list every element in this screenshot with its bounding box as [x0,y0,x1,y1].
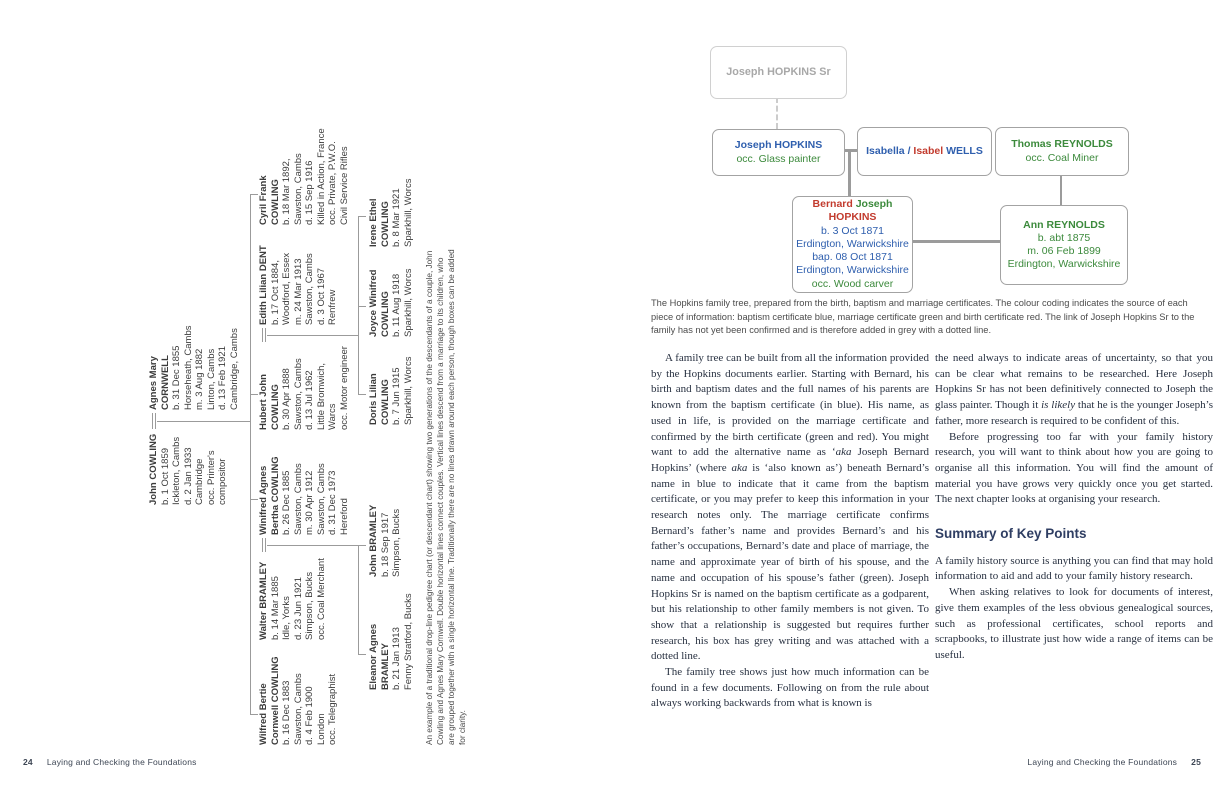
sibling-rail-bramley [358,545,359,655]
drop-line-cowling-children [267,335,358,336]
couple-line-bernard-ann [911,240,1000,243]
paragraph: the need always to indicate areas of uncertainty, so that you can be clear what remains to be researched. Here Joseph Hopkins Sr has not been definitively connected to Joseph the glass painter. Though it is likely that he is the younger Joseph’s father, more research is required to be confident of this. [935,352,1213,427]
drop-line-thomas-ann [1060,174,1062,205]
box-thomas-reynolds: Thomas REYNOLDS occ. Coal Miner [995,127,1129,176]
body-column-2 [935,351,1213,664]
paragraph: When asking relatives to look for documents of interest, give them examples of the less obvious genealogical sources, such as professional certificates, school reports and scrapbooks, to illustrate just how wide a range of items can be useful. [935,586,1213,661]
person-john-cowling: John COWLING b. 1 Oct 1859 Ickleton, Cambs d. 2 Jan 1933 Cambridge occ. Printer's compositor [148,433,228,505]
paragraph: A family history source is anything you can find that may hold information to aid and add to your family history research. [935,554,1213,583]
box-joseph-hopkins-sr: Joseph HOPKINS Sr [710,46,847,99]
tick-hubert [250,394,258,395]
paragraph: A family tree can be built from all the information provided by the Hopkins documents earlier. Starting with Bernard, his birth and baptism dates and the full names of his parents are known from the baptism certificate (in blue). His name, as used in life, is provided on the marriage certificate and confirmed by the birth certificate (green and red). You might want to add the alternative name as ‘aka Joseph Bernard Hopkins’ (where aka is ‘also known as’) beneath Bernard’s name in blue to indicate that it came from the baptism certificate, or you may prefer to keep this information in your research notes only. The marriage certificate confirms Bernard’s father’s name and provides Bernard’s and his father’s occupations, Bernard’s date and place of marriage, the name and approximate year of birth of his spouse, and the name and occupation of his spouse’s father (green). Joseph Hopkins Sr is named on the baptism certificate as a godparent, but his relationship to other family members is not given. To show that a relationship is suggested but requires further research, his box has grey writing and was attached with a dotted line. [651,352,929,663]
drop-line-gen2 [157,421,250,422]
drop-line-to-bernard [848,152,851,196]
left-running-title: Laying and Checking the Foundations [46,757,197,767]
pedigree-chart-caption: An example of a traditional drop-line pedigree chart (or descendant chart) showing two generations of the descendants of a couple, John Cowling and Agnes Mary Cornwell. Double horizontal lines connect couples. Vertical lines descend from a marriage to its children, who are grouped together with a single horizontal line. Traditionally there are no lines drawn around each person, though boxes can be added for clarity. [425,249,468,745]
person-agnes-cornwell: Agnes Mary CORNWELL b. 31 Dec 1855 Horseheath, Cambs m. 3 Aug 1882 Linton, Cambs d. 13 Feb 1921 Cambridge, Cambs [148,325,240,410]
body-column-1 [651,351,929,712]
tick-joyce [358,306,366,307]
person-eleanor-bramley: Eleanor Agnes BRAMLEY b. 21 Jan 1913 Fenny Stratford, Bucks [368,593,414,690]
hopkins-tree-caption: The Hopkins family tree, prepared from the birth, baptism and marriage certificates. The colour coding indicates the source of each piece of information: baptism certificate blue, marriage certificate green and birth certificate red. The link of Joseph Hopkins Sr to the family has not yet been confirmed and is therefore added in grey with a dotted line. [651,298,1195,335]
drop-line-bramley-children [267,545,358,546]
box-bernard-hopkins: Bernard Joseph HOPKINS b. 3 Oct 1871 Erdington, Warwickshire bap. 08 Oct 1871 Erdington, Warwickshire occ. Wood carver [792,196,913,293]
tick-doris [358,394,366,395]
paragraph: The family tree shows just how much information can be found in a few documents. Following on from the rule about always working backwards from what is known is [651,666,929,710]
person-cyril-cowling: Cyril Frank COWLING b. 18 Mar 1892, Sawston, Cambs d. 15 Sep 1916 Killed in Action, France occ. Private, P.W.O. Civil Service Rifles [258,128,350,225]
tick-eleanor [358,654,366,655]
summary-heading: Summary of Key Points [935,526,1087,542]
person-winifred-cowling: Winifred Agnes Bertha COWLING b. 26 Dec 1885 Sawston, Cambs m. 30 Apr 1912 Sawston, Cambs d. 31 Dec 1973 Hereford [258,456,350,535]
box-joseph-hopkins: Joseph HOPKINS occ. Glass painter [712,129,845,176]
person-doris-cowling: Doris Lilian COWLING b. 7 Jun 1915 Sparkhill, Worcs [368,356,414,425]
tick-john-bramley [358,545,366,546]
couple-line-hubert-edith [262,328,266,342]
right-running-title: Laying and Checking the Foundations [1027,757,1178,767]
person-wilfred-cowling: Wilfred Bertie Cornwell COWLING b. 16 Dec 1883 Sawston, Cambs d. 4 Feb 1900 London occ. Telegraphist [258,656,338,745]
right-page [611,0,1223,794]
person-hubert-cowling: Hubert John COWLING b. 30 Apr 1888 Sawston, Cambs d. 13 Jul 1962 Little Bromwich, Warcs occ. Motor engineer [258,346,350,430]
sibling-rail-gen2 [250,194,251,715]
left-page [0,0,611,794]
right-page-footer [1027,757,1201,767]
tick-cyril [250,194,258,195]
person-joyce-cowling: Joyce Winifred COWLING b. 11 Aug 1918 Sparkhill, Worcs [368,268,414,337]
couple-line-john-agnes [152,413,156,429]
box-isabella-wells: Isabella / Isabel WELLS [857,127,992,176]
cowling-pedigree-chart [140,95,470,745]
person-walter-bramley: Walter BRAMLEY b. 14 Mar 1885 Idle, Yorks d. 23 Jun 1921 Simpson, Bucks occ. Coal Merchant [258,558,327,640]
box-ann-reynolds: Ann REYNOLDS b. abt 1875 m. 06 Feb 1899 Erdington, Warwickshire [1000,205,1128,285]
left-page-footer [23,757,197,767]
tick-irene [358,216,366,217]
right-page-number: 25 [1191,757,1201,767]
tick-wilfred [250,714,258,715]
dotted-uncertain-link [776,97,778,129]
paragraph: Before progressing too far with your family history research, you will want to think about how you are going to organise all this information. You will find the amount of material you have grows very quickly once you get started. The next chapter looks at organising your research. [935,430,1213,506]
left-page-number: 24 [23,757,33,767]
person-edith-dent: Edith Lilian DENT b. 17 Oct 1884, Woodford, Essex m. 24 Mar 1913 Sawston, Cambs d. 3 Oct 1967 Renfrew [258,245,338,325]
tick-winifred [250,499,258,500]
person-irene-cowling: Irene Ethel COWLING b. 8 Mar 1921 Sparkhill, Worcs [368,178,414,247]
person-john-bramley: John BRAMLEY b. 18 Sep 1917 Simpson, Bucks [368,504,402,577]
couple-line-walter-winifred [262,538,266,552]
